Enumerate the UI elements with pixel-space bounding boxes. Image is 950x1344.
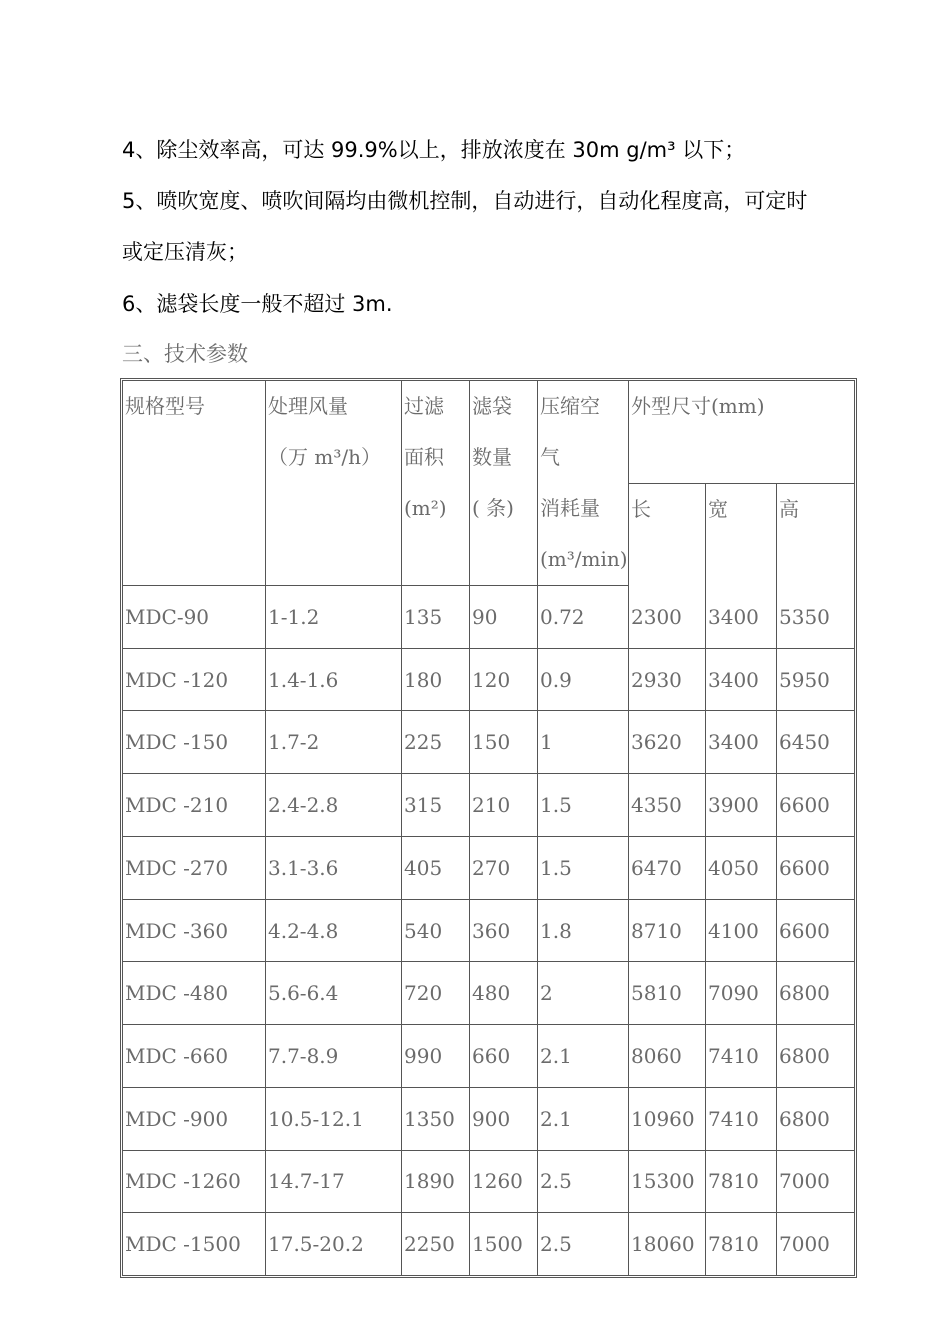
cell-width: 4050	[706, 837, 777, 900]
cell-length: 3620	[629, 711, 706, 774]
feature-item-5: 5、喷吹宽度、喷吹间隔均由微机控制，自动进行，自动化程度高，可定时	[122, 189, 808, 213]
cell-height: 6450	[777, 711, 854, 774]
cell-height: 6600	[777, 837, 854, 900]
table-row	[123, 900, 854, 963]
cell-filter-area: 540	[402, 900, 470, 963]
header-row-1	[123, 381, 854, 484]
cell-length: 8710	[629, 900, 706, 963]
cell-air-consumption: 2.5	[538, 1151, 629, 1214]
cell-height: 5350	[777, 586, 854, 649]
cell-airflow: 1.4-1.6	[266, 649, 402, 712]
feature-item-4: 4、除尘效率高，可达 99.9%以上，排放浓度在 30m g/m³ 以下；	[122, 138, 746, 162]
cell-width: 3400	[706, 649, 777, 712]
cell-filter-area: 2250	[402, 1213, 470, 1275]
cell-air-consumption: 2.1	[538, 1025, 629, 1088]
cell-width: 7090	[706, 962, 777, 1025]
header-air-consumption	[538, 381, 629, 586]
cell-filter-area: 1890	[402, 1151, 470, 1214]
header-air-label-1: 压缩空	[540, 394, 600, 418]
cell-width: 3400	[706, 586, 777, 649]
cell-air-consumption: 0.72	[538, 586, 629, 649]
section-title: 三、技术参数	[122, 342, 248, 366]
cell-bag-count: 120	[470, 649, 538, 712]
header-bag-count-label-1: 滤袋	[472, 394, 512, 418]
table-header	[123, 381, 854, 586]
cell-height: 7000	[779, 1232, 830, 1257]
header-dimensions: 外型尺寸(mm)	[629, 381, 854, 484]
header-filter-area-label-2: 面积	[404, 445, 444, 469]
cell-length: 4350	[629, 774, 706, 837]
cell-length: 2930	[629, 649, 706, 712]
cell-airflow: 5.6-6.4	[266, 962, 402, 1025]
table-row	[123, 1088, 854, 1151]
cell-filter-area: 315	[402, 774, 470, 837]
header-airflow-label: 处理风量	[268, 394, 348, 418]
cell-airflow: 4.2-4.8	[266, 900, 402, 963]
table-body	[123, 586, 854, 1275]
cell-width: 7810	[706, 1151, 777, 1214]
cell-air-consumption: 2.1	[538, 1088, 629, 1151]
table-row	[123, 649, 854, 712]
table-row	[123, 1213, 854, 1275]
header-airflow	[266, 381, 402, 586]
cell-width: 3400	[706, 711, 777, 774]
cell-filter-area: 405	[402, 837, 470, 900]
header-length: 长	[629, 484, 706, 586]
cell-airflow: 7.7-8.9	[266, 1025, 402, 1088]
cell-filter-area: 225	[402, 711, 470, 774]
cell-air-consumption: 1.5	[538, 774, 629, 837]
cell-height: 6800	[777, 1088, 854, 1151]
cell-model: MDC -210	[123, 774, 266, 837]
cell-model: MDC -1500	[123, 1213, 266, 1275]
cell-bag-count: 1260	[470, 1151, 538, 1214]
cell-length: 18060	[629, 1213, 706, 1275]
cell-width: 7410	[706, 1088, 777, 1151]
header-bag-count-unit: ( 条)	[472, 496, 514, 520]
header-air-label-3: 消耗量	[540, 496, 600, 520]
table-row	[123, 962, 854, 1025]
cell-width: 7810	[706, 1213, 777, 1275]
cell-width: 7410	[706, 1025, 777, 1088]
cell-bag-count: 1500	[470, 1213, 538, 1275]
cell-model: MDC -480	[123, 962, 266, 1025]
table-row	[123, 711, 854, 774]
table-row	[123, 1025, 854, 1088]
cell-height: 6600	[777, 900, 854, 963]
feature-item-6: 6、滤袋长度一般不超过 3m.	[122, 292, 393, 316]
cell-filter-area: 180	[402, 649, 470, 712]
header-model-label: 规格型号	[125, 394, 205, 418]
cell-airflow: 17.5-20.2	[266, 1213, 402, 1275]
cell-length: 6470	[629, 837, 706, 900]
cell-model: MDC -120	[123, 649, 266, 712]
cell-air-consumption: 0.9	[538, 649, 629, 712]
cell-height: 6600	[777, 774, 854, 837]
header-filter-area-label-1: 过滤	[404, 394, 444, 418]
cell-bag-count: 150	[470, 711, 538, 774]
header-bag-count	[470, 381, 538, 586]
cell-airflow: 3.1-3.6	[266, 837, 402, 900]
cell-height: 5950	[777, 649, 854, 712]
cell-height: 7000	[777, 1151, 854, 1214]
cell-bag-count: 480	[470, 962, 538, 1025]
cell-air-consumption: 1.8	[538, 900, 629, 963]
header-air-label-2: 气	[540, 445, 560, 469]
cell-width: 4100	[706, 900, 777, 963]
cell-airflow: 1-1.2	[266, 586, 402, 649]
cell-model: MDC -270	[123, 837, 266, 900]
technical-parameters-table	[120, 378, 857, 1278]
header-air-unit: (m³/min)	[540, 547, 628, 571]
header-filter-area	[402, 381, 470, 586]
header-width: 宽	[706, 484, 777, 586]
cell-air-consumption: 1.5	[538, 837, 629, 900]
cell-length: 2300	[629, 586, 706, 649]
cell-width: 3900	[706, 774, 777, 837]
cell-bag-count: 900	[470, 1088, 538, 1151]
cell-model: MDC-90	[123, 586, 266, 649]
cell-airflow: 14.7-17	[266, 1151, 402, 1214]
header-airflow-unit: （万 m³/h）	[268, 445, 381, 469]
cell-model: MDC -360	[123, 900, 266, 963]
cell-airflow: 10.5-12.1	[266, 1088, 402, 1151]
cell-bag-count: 90	[470, 586, 538, 649]
header-height: 高	[779, 497, 799, 522]
cell-bag-count: 360	[470, 900, 538, 963]
cell-bag-count: 270	[470, 837, 538, 900]
header-bag-count-label-2: 数量	[472, 445, 512, 469]
header-filter-area-unit: (m²)	[404, 496, 447, 520]
table-row	[123, 586, 854, 649]
cell-filter-area: 1350	[402, 1088, 470, 1151]
header-model	[123, 381, 266, 586]
cell-height: 6800	[777, 962, 854, 1025]
table-row	[123, 774, 854, 837]
table-row	[123, 837, 854, 900]
cell-model: MDC -150	[123, 711, 266, 774]
cell-height: 6800	[777, 1025, 854, 1088]
cell-model: MDC -1260	[123, 1151, 266, 1214]
cell-bag-count: 210	[470, 774, 538, 837]
cell-length: 5810	[629, 962, 706, 1025]
cell-airflow: 2.4-2.8	[266, 774, 402, 837]
cell-model: MDC -660	[123, 1025, 266, 1088]
table-row	[123, 1151, 854, 1214]
cell-filter-area: 135	[402, 586, 470, 649]
cell-air-consumption: 2.5	[538, 1213, 629, 1275]
cell-bag-count: 660	[470, 1025, 538, 1088]
cell-filter-area: 990	[402, 1025, 470, 1088]
cell-model: MDC -900	[123, 1088, 266, 1151]
feature-item-5-continued: 或定压清灰；	[122, 240, 248, 264]
cell-length: 10960	[629, 1088, 706, 1151]
cell-air-consumption: 1	[538, 711, 629, 774]
cell-air-consumption: 2	[538, 962, 629, 1025]
cell-airflow: 1.7-2	[266, 711, 402, 774]
cell-filter-area: 720	[402, 962, 470, 1025]
cell-length: 8060	[629, 1025, 706, 1088]
cell-length: 15300	[629, 1151, 706, 1214]
